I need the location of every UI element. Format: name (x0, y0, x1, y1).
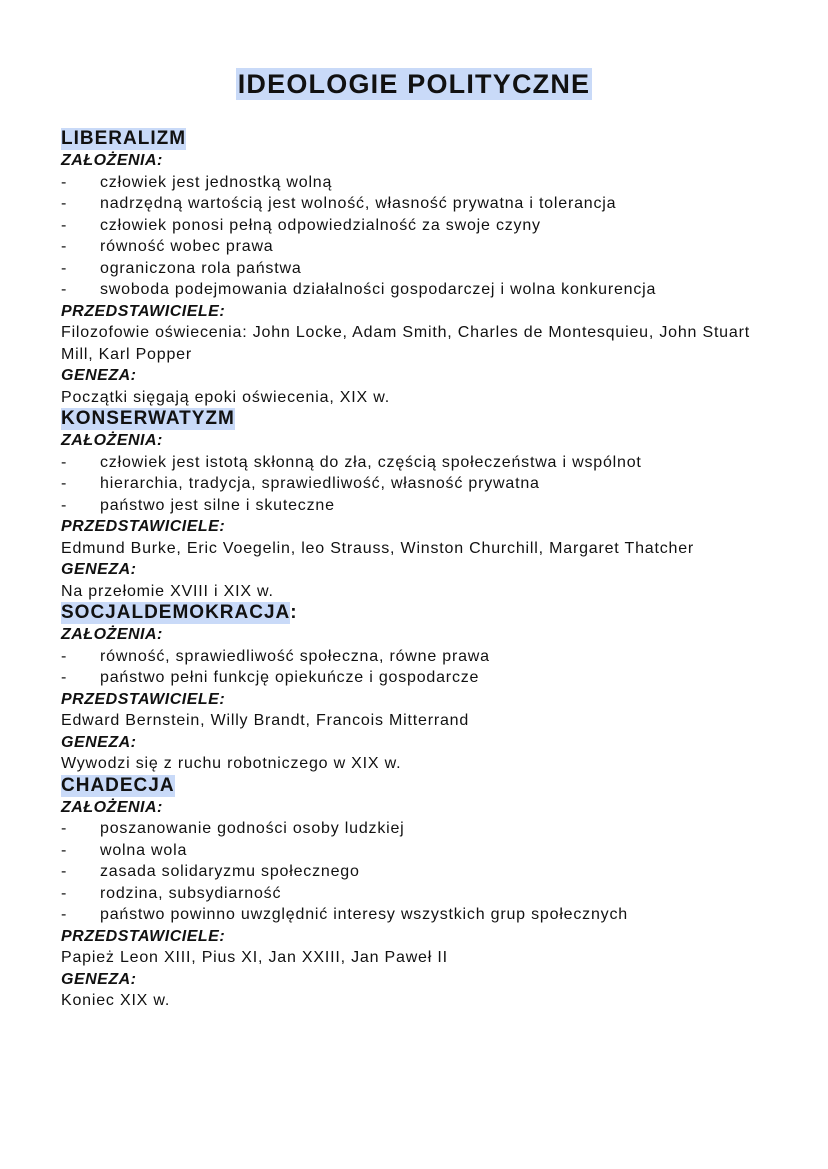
list-item-text: rodzina, subsydiarność (100, 884, 282, 902)
bullet-marker: - (61, 453, 68, 471)
assumptions-list (61, 646, 781, 689)
list-item-text: swoboda podejmowania działalności gospodarczej i wolna konkurencja (100, 281, 657, 298)
bullet-marker: - (61, 884, 68, 902)
section-konserwatyzm (61, 408, 781, 602)
list-item (61, 495, 781, 517)
bullet-marker: - (61, 647, 68, 665)
origin-text: Początki sięgają epoki oświecenia, XIX w. (61, 388, 390, 406)
list-item-text: państwo powinno uwzględnić interesy wszystkich grup społecznych (100, 906, 628, 923)
list-item (61, 215, 781, 237)
representatives-label: PRZEDSTAWICIELE: (61, 690, 226, 708)
bullet-marker: - (61, 906, 68, 923)
representatives-text: Edward Bernstein, Willy Brandt, Francois Mitterrand (61, 712, 470, 729)
representatives-label: PRZEDSTAWICIELE: (61, 927, 226, 945)
list-item-text: państwo pełni funkcję opiekuńcze i gospodarcze (100, 669, 480, 686)
assumptions-label: ZAŁOŻENIA: (61, 798, 163, 816)
list-item-text: nadrzędną wartością jest wolność, własność prywatna i tolerancja (100, 195, 617, 212)
section-title: KONSERWATYZM (61, 408, 235, 429)
document-content (61, 128, 781, 1012)
page-title: IDEOLOGIE POLITYCZNE (237, 69, 591, 99)
list-item (61, 279, 781, 301)
bullet-marker: - (61, 669, 68, 686)
origin-label: GENEZA: (61, 733, 137, 751)
list-item (61, 818, 781, 840)
bullet-marker: - (61, 216, 68, 234)
list-item-text: poszanowanie godności osoby ludzkiej (100, 820, 405, 837)
bullet-marker: - (61, 259, 68, 277)
list-item-text: człowiek jest jednostką wolną (100, 173, 333, 191)
section-heading (61, 775, 781, 797)
section-title: SOCJALDEMOKRACJA (61, 602, 291, 623)
list-item-text: zasada solidaryzmu społecznego (100, 863, 360, 880)
list-item (61, 258, 781, 280)
list-item-text: hierarchia, tradycja, sprawiedliwość, własność prywatna (100, 475, 540, 492)
list-item (61, 904, 781, 926)
origin-label: GENEZA: (61, 970, 137, 988)
bullet-marker: - (61, 195, 68, 212)
list-item (61, 452, 781, 474)
title-wrapper (0, 68, 828, 100)
section-title: CHADECJA (61, 774, 175, 796)
section-heading (61, 408, 781, 430)
origin-text: Na przełomie XVIII i XIX w. (61, 582, 274, 600)
section-socjaldemokracja (61, 602, 781, 775)
bullet-marker: - (61, 496, 68, 514)
bullet-marker: - (61, 173, 68, 191)
origin-text: Wywodzi się z ruchu robotniczego w XIX w. (61, 755, 402, 772)
list-item (61, 193, 781, 215)
bullet-marker: - (61, 238, 68, 255)
assumptions-list (61, 172, 781, 301)
representatives-text: Papież Leon XIII, Pius XI, Jan XXIII, Jan Paweł II (61, 949, 448, 966)
assumptions-label: ZAŁOŻENIA: (61, 432, 163, 449)
section-chadecja (61, 775, 781, 1012)
list-item-text: równość, sprawiedliwość społeczna, równe prawa (100, 647, 490, 665)
origin-label: GENEZA: (61, 367, 137, 384)
list-item (61, 667, 781, 689)
representatives-label: PRZEDSTAWICIELE: (61, 518, 226, 535)
list-item-text: człowiek jest istotą skłonną do zła, częścią społeczeństwa i wspólnot (100, 453, 642, 471)
list-item (61, 172, 781, 194)
bullet-marker: - (61, 841, 68, 859)
list-item (61, 646, 781, 668)
list-item (61, 473, 781, 495)
section-title-suffix: : (290, 602, 297, 623)
section-liberalizm (61, 128, 781, 408)
assumptions-label: ZAŁOŻENIA: (61, 626, 163, 643)
representatives-text: Filozofowie oświecenia: John Locke, Adam Smith, Charles de Montesquieu, John Stuart Mill, Karl Popper (61, 324, 750, 363)
representatives-label: PRZEDSTAWICIELE: (61, 302, 226, 320)
assumptions-list (61, 452, 781, 517)
list-item-text: państwo jest silne i skuteczne (100, 496, 335, 514)
section-heading (61, 128, 781, 150)
section-heading (61, 602, 781, 624)
assumptions-label: ZAŁOŻENIA: (61, 152, 163, 169)
list-item (61, 861, 781, 883)
list-item-text: równość wobec prawa (100, 238, 274, 255)
bullet-marker: - (61, 820, 68, 837)
section-title: LIBERALIZM (61, 128, 187, 149)
list-item-text: wolna wola (100, 841, 188, 859)
list-item (61, 236, 781, 258)
list-item-text: człowiek ponosi pełną odpowiedzialność za swoje czyny (100, 216, 541, 234)
origin-label: GENEZA: (61, 561, 137, 578)
list-item (61, 883, 781, 905)
bullet-marker: - (61, 475, 68, 492)
bullet-marker: - (61, 281, 68, 298)
origin-text: Koniec XIX w. (61, 992, 171, 1009)
assumptions-list (61, 818, 781, 926)
list-item-text: ograniczona rola państwa (100, 259, 302, 277)
list-item (61, 840, 781, 862)
representatives-text: Edmund Burke, Eric Voegelin, leo Strauss, Winston Churchill, Margaret Thatcher (61, 539, 695, 557)
bullet-marker: - (61, 863, 68, 880)
